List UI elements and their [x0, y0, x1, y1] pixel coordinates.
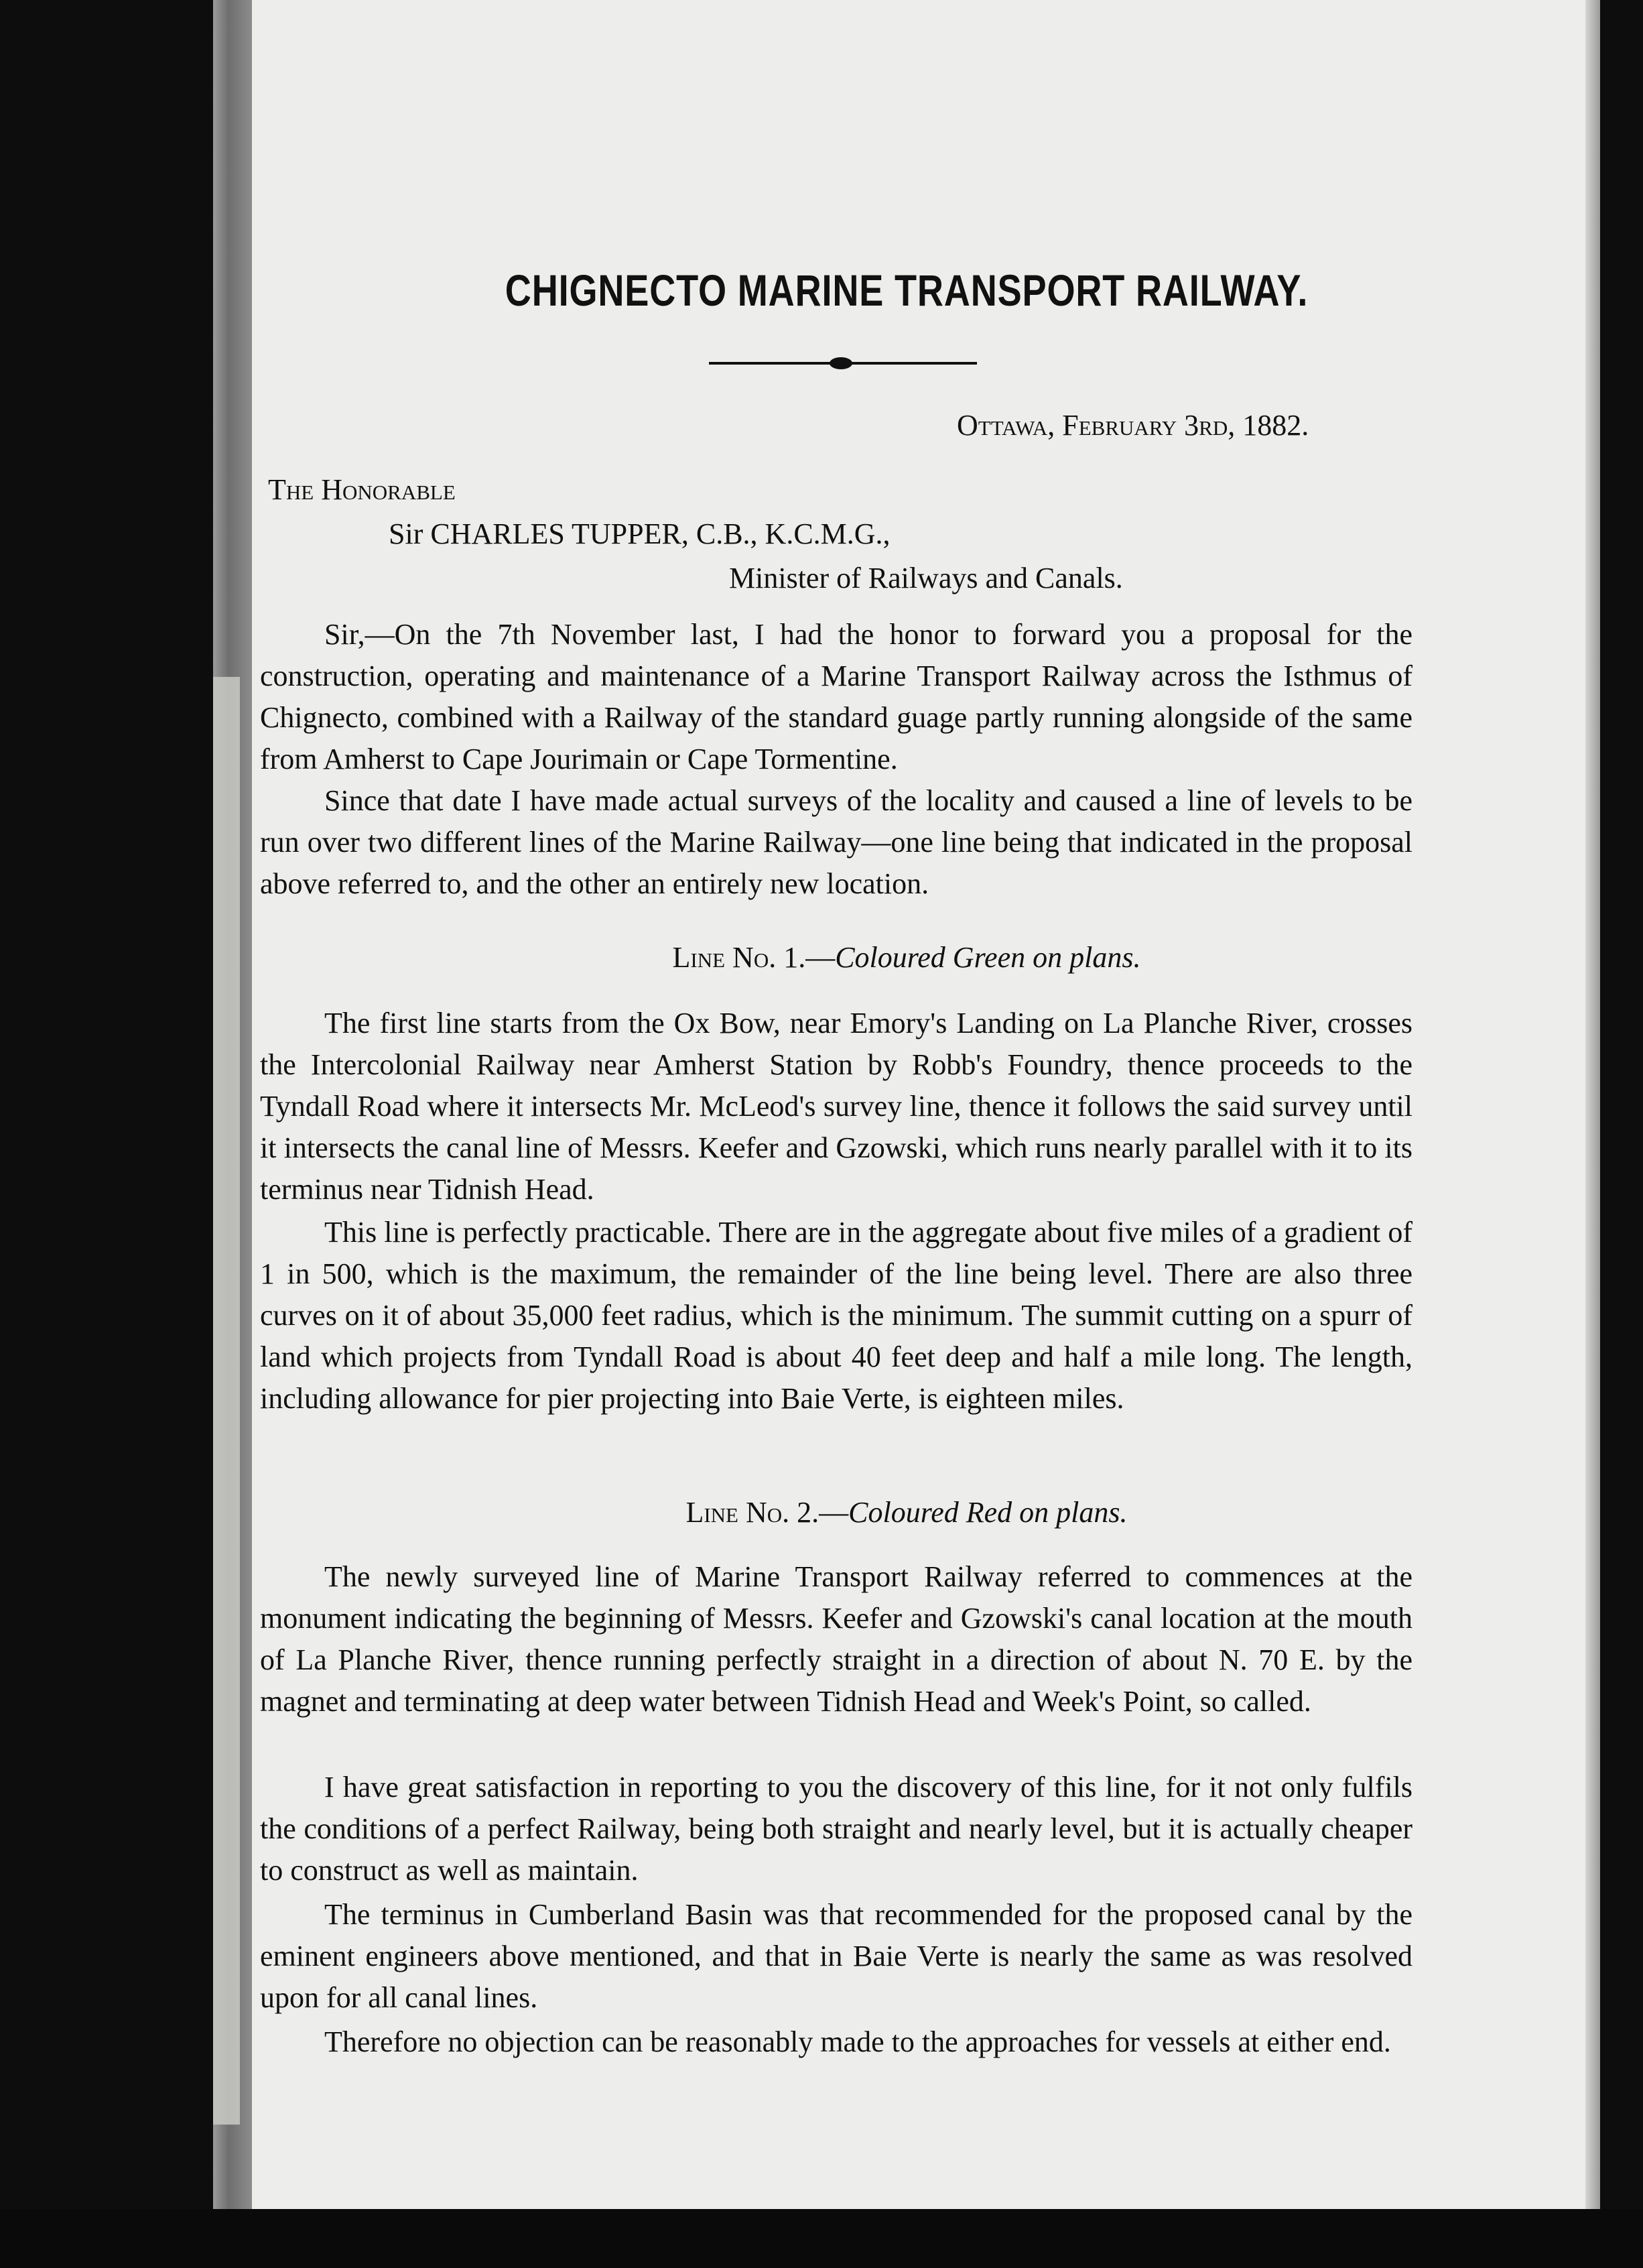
line1-heading-prefix: Line No. 1.— — [672, 941, 836, 974]
paragraph-line1-1: The first line starts from the Ox Bow, near Emory's Landing on La Planche River, crosses the Intercolonial Railway near Amherst Station by Robb's Foundry, thence proceeds to the Tyndall Road where it intersects Mr. McLeod's survey line, thence it follows the said survey until it intersects the canal line of Messrs. Keefer and Gzowski, which runs nearly parallel with it to its terminus near Tidnish Head. — [260, 1007, 1412, 1206]
paragraph-line2-4: Therefore no objection can be reasonably made to the approaches for vessels at either end. — [324, 2025, 1391, 2058]
rule-ornament — [830, 357, 852, 369]
page-edge — [1585, 0, 1600, 2209]
paragraph-line2-3: The terminus in Cumberland Basin was that recommended for the proposed canal by the eminent engineers above mentioned, and that in Baie Verte is nearly the same as was resolved upon for all canal lines. — [260, 1898, 1412, 2014]
tape-mark — [213, 677, 240, 2125]
scan-border — [0, 2209, 1643, 2268]
document-page — [213, 0, 1600, 2209]
address-line-1: The Honorable — [268, 473, 456, 506]
line1-heading-italic: Coloured Green on plans. — [835, 941, 1141, 974]
paragraph-line2-1: The newly surveyed line of Marine Transport Railway referred to commences at the monument indicating the beginning of Messrs. Keefer and Gzowski's canal location at the mouth of La Planche River, thence running perfectly straight in a direction of about N. 70 E. by the magnet and terminating at deep water between Tidnish Head and Week's Point, so called. — [260, 1560, 1412, 1718]
paragraph-line1-2: This line is perfectly practicable. There are in the aggregate about five miles of a gradient of 1 in 500, which is the maximum, the remainder of the line being level. There are also three curves on it of about 35,000 feet radius, which is the minimum. The summit cutting on a spurr of land which projects from Tyndall Road is about 40 feet deep and half a mile long. The length, including allowance for pier projecting into Baie Verte, is eighteen miles. — [260, 1216, 1412, 1415]
line2-heading — [213, 1492, 1600, 1533]
paragraph-line2-2: I have great satisfaction in reporting to you the discovery of this line, for it not only fulfils the conditions of a perfect Railway, being both straight and nearly level, but it is actually cheaper to construct as well as maintain. — [260, 1771, 1412, 1887]
address-line-2: Sir CHARLES TUPPER, C.B., K.C.M.G., — [389, 517, 891, 550]
line2-heading-italic: Coloured Red on plans. — [848, 1496, 1128, 1529]
line2-heading-prefix: Line No. 2.— — [685, 1496, 849, 1529]
paragraph-intro-1: Sir,—On the 7th November last, I had the honor to forward you a proposal for the construction, operating and maintenance of a Marine Transport Railway across the Isthmus of Chignecto, combined with a Railway of the standard guage partly running alongside of the same from Amherst to Cape Jourimain or Cape Tormentine. — [260, 618, 1412, 775]
paragraph-intro-2: Since that date I have made actual surveys of the locality and caused a line of levels to be run over two different lines of the Marine Railway—one line being that indicated in the proposal above referred to, and the other an entirely new location. — [260, 784, 1412, 900]
dateline: Ottawa, February 3rd, 1882. — [957, 409, 1309, 442]
address-line-3: Minister of Railways and Canals. — [729, 562, 1123, 594]
line1-heading — [213, 937, 1600, 979]
document-title: CHIGNECTO MARINE TRANSPORT RAILWAY. — [505, 265, 1309, 315]
